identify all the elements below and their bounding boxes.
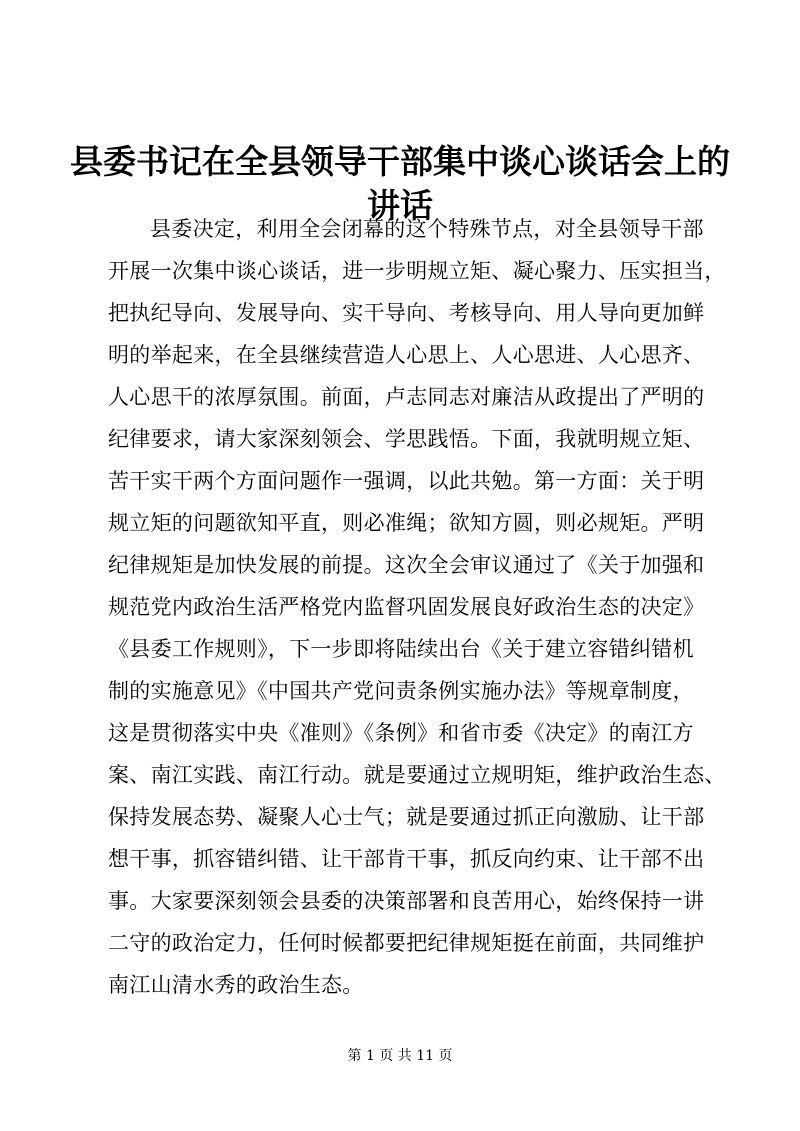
body-line: 南江山清水秀的政治生态。 xyxy=(108,973,364,997)
body-line: 制的实施意见》《中国共产党问责条例实施办法》等规章制度， xyxy=(108,679,694,703)
body-line: 县委决定，利用全会闭幕的这个特殊节点，对全县领导干部 xyxy=(150,217,704,241)
body-line: 把执纪导向、发展导向、实干导向、考核导向、用人导向更加鲜 xyxy=(108,301,705,325)
body-line: 保持发展态势、凝聚人心士气；就是要通过抓正向激励、让干部 xyxy=(108,805,705,829)
body-line: 苦干实干两个方面问题作一强调，以此共勉。第一方面：关于明 xyxy=(108,469,705,493)
document-title: 县委书记在全县领导干部集中谈心谈话会上的讲话 xyxy=(70,142,730,225)
body-line: 规范党内政治生活严格党内监督巩固发展良好政治生态的决定》 xyxy=(108,595,705,619)
body-line: 《县委工作规则》，下一步即将陆续出台《关于建立容错纠错机 xyxy=(108,637,694,661)
body-line: 事。大家要深刻领会县委的决策部署和良苦用心，始终保持一讲 xyxy=(108,889,705,913)
body-line: 人心思干的浓厚氛围。前面，卢志同志对廉洁从政提出了严明的 xyxy=(108,385,705,409)
page-number: 第 1 页 共 11 页 xyxy=(347,1048,453,1064)
body-line: 这是贯彻落实中央《准则》《条例》和省市委《决定》的南江方 xyxy=(108,721,694,745)
body-line: 纪律要求，请大家深刻领会、学思践悟。下面，我就明规立矩、 xyxy=(108,427,705,451)
body-line: 规立矩的问题欲知平直，则必准绳；欲知方圆，则必规矩。严明 xyxy=(108,511,705,535)
body-line: 想干事，抓容错纠错、让干部肯干事，抓反向约束、让干部不出 xyxy=(108,847,705,871)
body-line: 案、南江实践、南江行动。就是要通过立规明矩，维护政治生态、 xyxy=(108,763,726,787)
body-line: 开展一次集中谈心谈话，进一步明规立矩、凝心聚力、压实担当， xyxy=(108,259,726,283)
body-line: 二守的政治定力，任何时候都要把纪律规矩挺在前面，共同维护 xyxy=(108,931,705,955)
body-line: 明的举起来，在全县继续营造人心思上、人心思进、人心思齐、 xyxy=(108,343,705,367)
body-line: 纪律规矩是加快发展的前提。这次全会审议通过了《关于加强和 xyxy=(108,553,705,577)
